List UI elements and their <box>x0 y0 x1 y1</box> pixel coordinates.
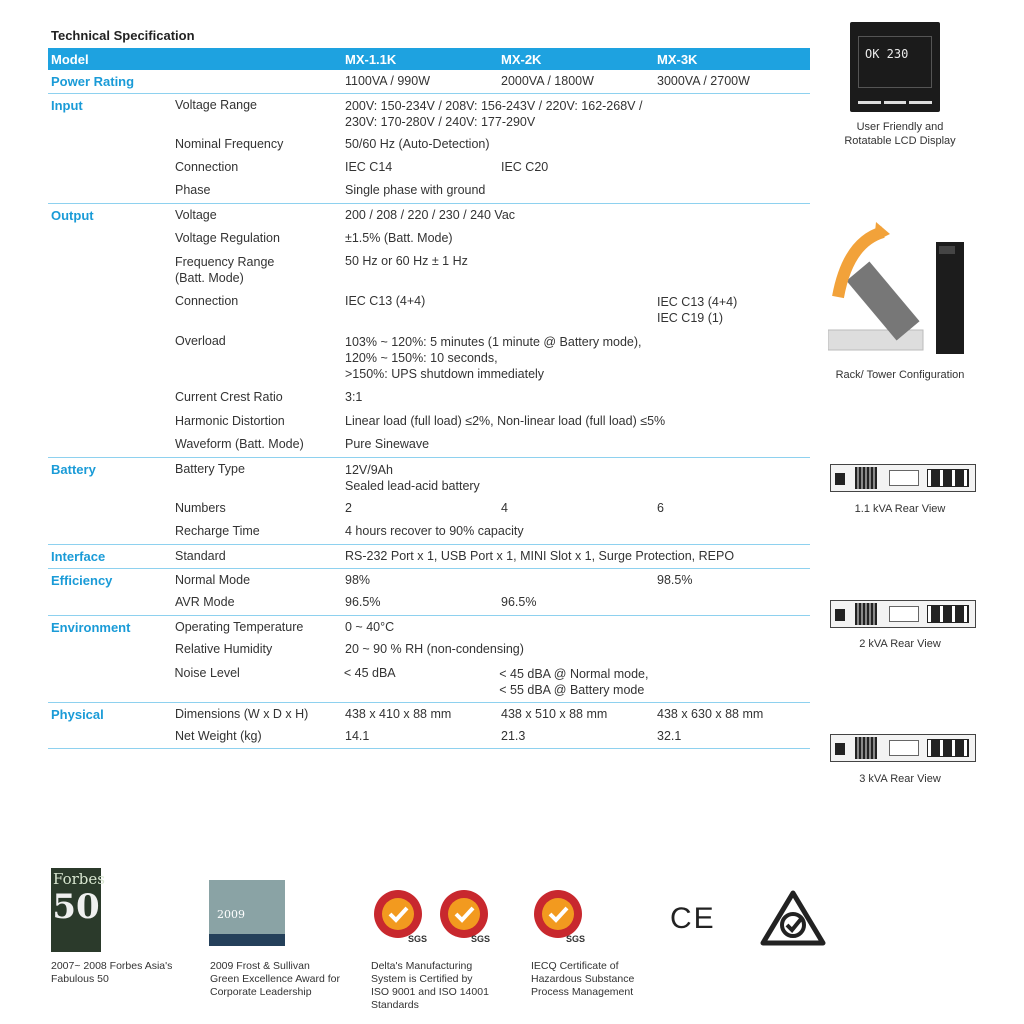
forbes-logo: Forbes <box>53 870 105 888</box>
section-output: Output <box>51 208 94 223</box>
rcm-mark-icon <box>760 890 826 946</box>
section-environment: Environment <box>51 620 131 635</box>
cell: 200 / 208 / 220 / 230 / 240 Vac <box>345 208 516 222</box>
cell: IEC C20 <box>501 160 549 174</box>
lcd-display-image <box>850 22 940 112</box>
sgs-label-2: SGS <box>471 934 491 944</box>
row-label: Voltage <box>175 208 217 222</box>
table-row <box>48 638 810 662</box>
table-row <box>48 591 810 615</box>
cell: 3:1 <box>345 390 363 404</box>
table-row <box>48 568 810 591</box>
cell: 96.5% <box>345 595 381 609</box>
table-row <box>48 457 810 497</box>
row-label: Net Weight (kg) <box>175 729 262 743</box>
cell: 32.1 <box>657 729 682 743</box>
table-header <box>48 48 810 70</box>
iso-certification-icon <box>368 884 496 946</box>
spec-table <box>48 48 810 749</box>
row-label: Connection <box>175 294 239 308</box>
cell: 200V: 150-234V / 208V: 156-243V / 220V: 162-268V / 230V: 170-280V / 240V: 177-290V <box>345 99 643 129</box>
row-label: Battery Type <box>175 462 245 476</box>
page-title: Technical Specification <box>51 28 195 43</box>
row-label: Nominal Frequency <box>175 137 284 151</box>
table-row <box>48 615 810 638</box>
cell: Linear load (full load) ≤2%, Non-linear load (full load) ≤5% <box>345 414 666 428</box>
lcd-readout: OK 230 <box>858 36 932 88</box>
cell: 4 hours recover to 90% capacity <box>345 524 524 538</box>
section-physical: Physical <box>51 707 104 722</box>
table-row <box>48 156 810 179</box>
row-label: Harmonic Distortion <box>175 414 285 428</box>
cell: 12V/9Ah Sealed lead-acid battery <box>345 463 480 493</box>
table-row <box>48 497 810 520</box>
table-row <box>48 227 810 250</box>
caption-text: User Friendly and Rotatable LCD Display <box>844 121 956 147</box>
row-label: Waveform (Batt. Mode) <box>175 437 304 451</box>
sgs-label-3: SGS <box>566 934 586 944</box>
caption-text: 1.1 kVA Rear View <box>854 503 946 515</box>
row-label: Noise Level <box>174 666 240 680</box>
table-row <box>48 290 810 330</box>
lcd-caption <box>820 120 980 148</box>
cell: ±1.5% (Batt. Mode) <box>345 231 453 245</box>
row-label: Current Crest Ratio <box>175 390 283 404</box>
row-label: Numbers <box>175 501 226 515</box>
cell: < 45 dBA <box>343 666 396 680</box>
cell: 50/60 Hz (Auto-Detection) <box>345 137 490 151</box>
frost-caption: 2009 Frost & Sullivan Green Excellence Award for Corporate Leadership <box>210 960 340 998</box>
ce-mark-icon: CE <box>670 902 716 935</box>
section-power-rating: Power Rating <box>51 74 135 89</box>
table-row <box>48 93 810 133</box>
cell: 6 <box>657 501 664 515</box>
table-row <box>48 330 810 386</box>
section-battery: Battery <box>51 462 96 477</box>
cell: 98% <box>345 573 371 587</box>
row-label: Relative Humidity <box>175 642 273 656</box>
iso-caption: Delta's Manufacturing System is Certified by ISO 9001 and ISO 14001 Standards <box>371 960 489 1011</box>
caption-text: 2 kVA Rear View <box>859 638 941 650</box>
forbes-caption: 2007~ 2008 Forbes Asia's Fabulous 50 <box>51 960 173 985</box>
table-row <box>48 179 810 203</box>
rack-tower-image <box>828 222 978 357</box>
section-interface: Interface <box>51 549 106 564</box>
row-label: Voltage Range <box>175 98 258 112</box>
header-mx-3k: MX-3K <box>657 51 698 67</box>
row-label: Recharge Time <box>175 524 260 538</box>
rear-view-1-1kva-image <box>830 464 976 492</box>
cell: 438 x 510 x 88 mm <box>501 707 608 721</box>
table-row <box>48 133 810 156</box>
cell: 3000VA / 2700W <box>657 74 750 88</box>
section-efficiency: Efficiency <box>51 573 113 588</box>
rear-view-3kva-image <box>830 734 976 762</box>
rack-caption <box>820 368 980 382</box>
cell: Single phase with ground <box>345 183 486 197</box>
row-label: Standard <box>175 549 226 563</box>
cell: 20 ~ 90 % RH (non-condensing) <box>345 642 524 656</box>
caption-text: 3 kVA Rear View <box>859 773 941 785</box>
caption-text: Rack/ Tower Configuration <box>835 369 965 381</box>
iecq-caption: IECQ Certificate of Hazardous Substance Process Management <box>531 960 635 998</box>
header-mx-2k: MX-2K <box>501 51 542 67</box>
table-row <box>48 725 810 749</box>
rear-caption-3 <box>820 772 980 786</box>
cell: 4 <box>501 501 508 515</box>
cell: 50 Hz or 60 Hz ± 1 Hz <box>345 254 468 268</box>
table-row <box>48 386 810 410</box>
row-label: Dimensions (W x D x H) <box>175 707 309 721</box>
cell: IEC C14 <box>345 160 393 174</box>
cell: RS-232 Port x 1, USB Port x 1, MINI Slot x 1, Surge Protection, REPO <box>345 549 735 563</box>
cell: 2000VA / 1800W <box>501 74 594 88</box>
table-row <box>48 520 810 544</box>
row-label: Overload <box>175 334 226 348</box>
cell: 96.5% <box>501 595 537 609</box>
header-mx-1-1k: MX-1.1K <box>345 51 397 67</box>
row-label: Connection <box>175 160 239 174</box>
cell: IEC C13 (4+4) <box>345 294 426 308</box>
cell: IEC C13 (4+4) IEC C19 (1) <box>657 295 738 325</box>
table-row <box>48 70 810 93</box>
row-label: Frequency Range (Batt. Mode) <box>175 255 275 285</box>
cell: 103% ~ 120%: 5 minutes (1 minute @ Battery mode), 120% ~ 150%: 10 seconds, >150%: UPS shutdown immediately <box>345 335 642 381</box>
row-label: Normal Mode <box>175 573 251 587</box>
rear-caption-1 <box>820 502 980 516</box>
cell: 438 x 630 x 88 mm <box>657 707 764 721</box>
cell: 14.1 <box>345 729 370 743</box>
header-model: Model <box>51 51 89 67</box>
row-label: Phase <box>175 183 211 197</box>
table-row <box>48 433 810 457</box>
table-row <box>48 544 810 568</box>
cell: 0 ~ 40°C <box>345 620 395 634</box>
table-row <box>48 662 810 702</box>
cell: Pure Sinewave <box>345 437 430 451</box>
table-row <box>48 203 810 227</box>
cell: 1100VA / 990W <box>345 74 431 88</box>
table-row <box>48 250 810 290</box>
row-label: Operating Temperature <box>175 620 304 634</box>
cell: < 45 dBA @ Normal mode, < 55 dBA @ Battery mode <box>499 667 649 697</box>
forbes-badge <box>51 868 105 952</box>
frost-year: 2009 <box>217 908 245 921</box>
iecq-certification-icon <box>528 884 592 946</box>
row-label: Voltage Regulation <box>175 231 280 245</box>
frost-sullivan-badge <box>209 880 285 946</box>
rear-caption-2 <box>820 637 980 651</box>
cell: 98.5% <box>657 573 693 587</box>
row-label: AVR Mode <box>175 595 235 609</box>
table-row <box>48 702 810 725</box>
cell: 21.3 <box>501 729 526 743</box>
section-input: Input <box>51 98 83 113</box>
cell: 438 x 410 x 88 mm <box>345 707 452 721</box>
forbes-number: 50 <box>52 887 100 927</box>
rear-view-2kva-image <box>830 600 976 628</box>
cell: 2 <box>345 501 352 515</box>
sgs-label-1: SGS <box>408 934 428 944</box>
table-row <box>48 410 810 433</box>
